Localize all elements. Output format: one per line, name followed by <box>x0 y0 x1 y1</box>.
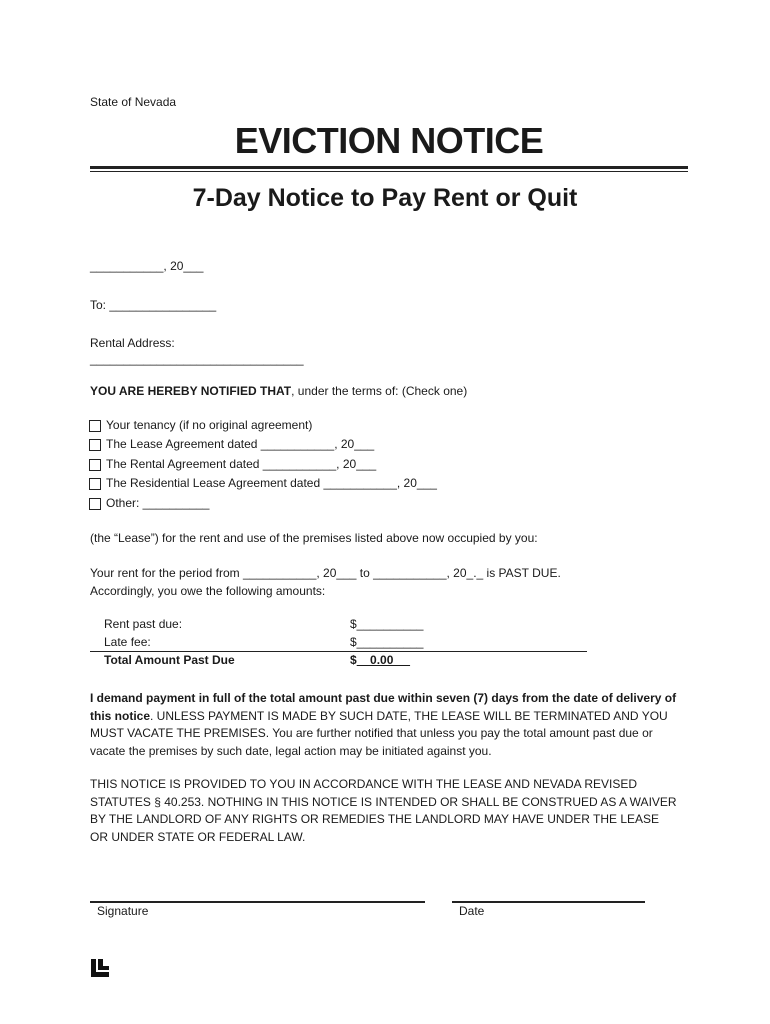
date-label: Date <box>459 904 485 918</box>
title-rule-thin <box>90 171 688 172</box>
lease-definition: (the “Lease”) for the rent and use of the premises listed above now occupied by you: <box>90 531 538 545</box>
checkbox-icon[interactable] <box>89 478 101 490</box>
checkbox-icon[interactable] <box>89 439 101 451</box>
date-line[interactable]: ___________, 20___ <box>90 259 204 273</box>
total-value: 0.00 <box>356 653 411 667</box>
state-name: State of Nevada <box>90 95 177 109</box>
signature-label: Signature <box>97 904 149 918</box>
demand-bold: I demand payment in full of the total amount past due within seven (7) days from the date of delivery of this notice <box>90 691 677 723</box>
option-rental-agreement[interactable] <box>89 457 376 472</box>
checkbox-icon[interactable] <box>89 420 101 432</box>
document-subtitle: 7-Day Notice to Pay Rent or Quit <box>192 184 578 212</box>
option-label: The Lease Agreement dated ___________, 20___ <box>106 437 375 451</box>
legal-templates-logo-icon <box>90 958 110 978</box>
total-currency: $ <box>350 653 357 667</box>
total-past-due-field[interactable] <box>350 653 410 668</box>
option-label: The Rental Agreement dated ___________, 20___ <box>106 457 377 471</box>
signature-line[interactable] <box>90 901 425 903</box>
late-fee-field[interactable]: $__________ <box>350 635 424 649</box>
demand-rest: . UNLESS PAYMENT IS MADE BY SUCH DATE, THE LEASE WILL BE TERMINATED AND YOU MUST VACATE THE PREMISES. You are further notified that unless you pay the total amount past due or vacate the premises by such date, legal action may be initiated against you. <box>90 708 668 758</box>
option-label: Other: __________ <box>106 496 210 510</box>
statute-paragraph: THIS NOTICE IS PROVIDED TO YOU IN ACCORDANCE WITH THE LEASE AND NEVADA REVISED STATUTES § 40.253. NOTHING IN THIS NOTICE IS INTENDED OR SHALL BE CONSTRUED AS A WAIVER BY THE LANDLORD OF ANY RIGHTS OR REMEDIES THE LANDLORD MAY HAVE UNDER THE LEASE OR UNDER STATE OR FEDERAL LAW. <box>90 777 677 844</box>
total-past-due-label: Total Amount Past Due <box>104 653 235 667</box>
option-other[interactable] <box>89 496 209 511</box>
amounts-divider <box>90 651 587 652</box>
date-signature-line[interactable] <box>452 901 645 903</box>
document-title: EVICTION NOTICE <box>234 120 544 161</box>
rental-address-field[interactable]: ________________________________ <box>90 352 304 366</box>
checkbox-icon[interactable] <box>89 498 101 510</box>
rent-period-line[interactable]: Your rent for the period from ___________, 20___ to ___________, 20_._ is PAST DUE. <box>90 566 561 580</box>
notified-rest: , under the terms of: (Check one) <box>291 384 468 398</box>
amounts-intro: Accordingly, you owe the following amounts: <box>90 584 326 598</box>
to-line[interactable]: To: ________________ <box>90 298 217 312</box>
notified-statement <box>90 384 467 399</box>
option-tenancy[interactable] <box>89 418 312 433</box>
checkbox-icon[interactable] <box>89 459 101 471</box>
rental-address-label: Rental Address: <box>90 336 175 350</box>
option-lease-agreement[interactable] <box>89 437 374 452</box>
rent-past-due-field[interactable]: $__________ <box>350 617 424 631</box>
late-fee-label: Late fee: <box>104 635 151 649</box>
option-label: Your tenancy (if no original agreement) <box>106 418 313 432</box>
demand-paragraph <box>90 690 680 760</box>
title-rule-thick <box>90 166 688 169</box>
rent-past-due-label: Rent past due: <box>104 617 183 631</box>
notified-bold: YOU ARE HEREBY NOTIFIED THAT <box>90 384 292 398</box>
option-residential-lease[interactable] <box>89 476 437 491</box>
option-label: The Residential Lease Agreement dated ___________, 20___ <box>106 476 437 490</box>
